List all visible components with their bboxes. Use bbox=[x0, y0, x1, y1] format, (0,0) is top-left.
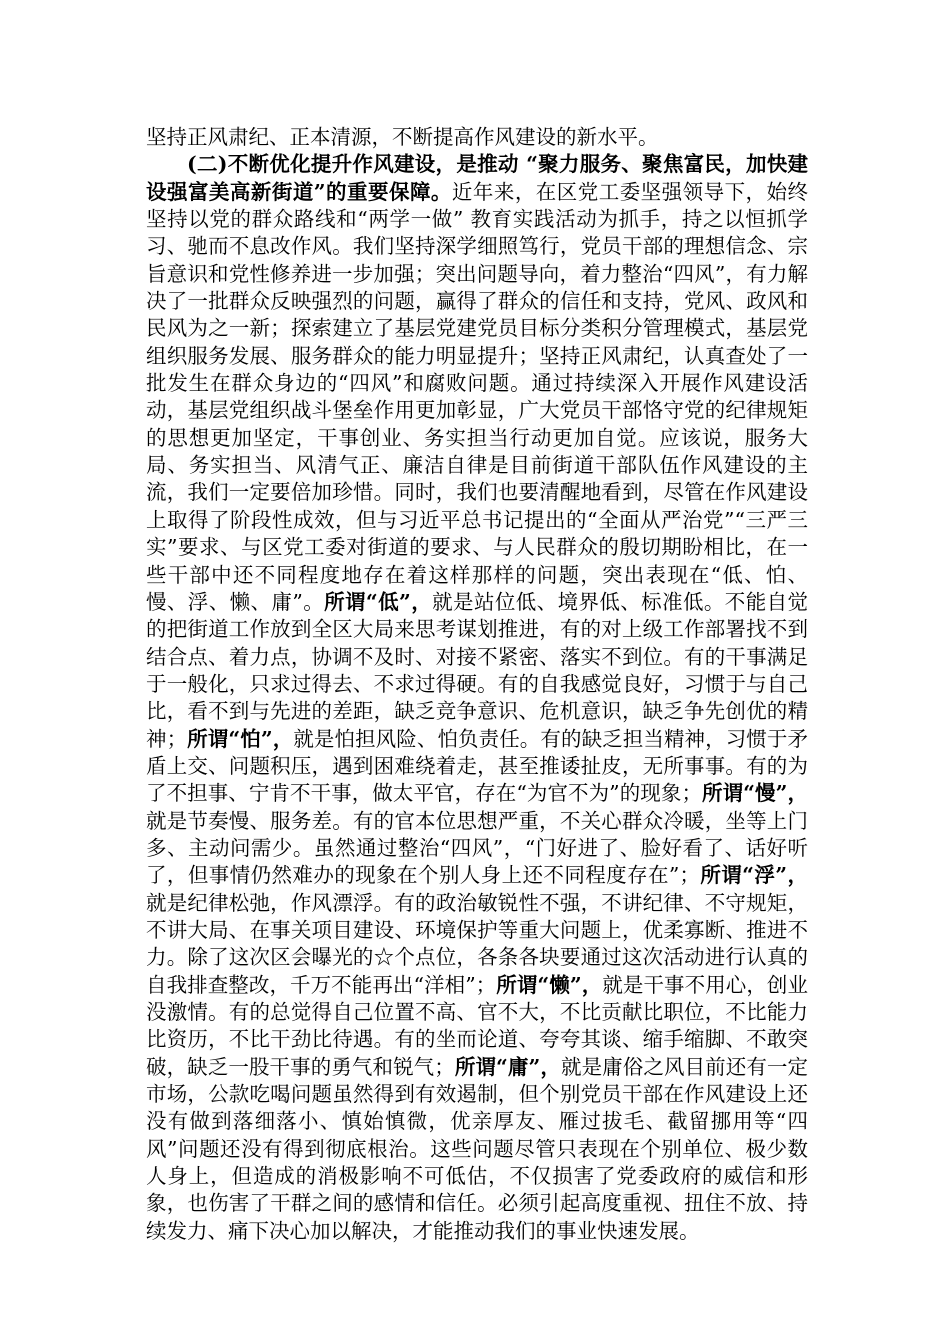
paragraph-1: 坚持正风肃纪、正本清源，不断提高作风建设的新水平。 bbox=[146, 125, 659, 149]
text-span: 就是站位低、境界低、标准低。不能自觉的把街道工作放到全区大局来思考谋划推进，有的对上级工作部署找不到结合点、着力点，协调不及时、对接不紧密、落实不到位。有的干事满足于一般化，只求过得去、不求过得硬。有的自我感觉良好，习惯于与自己比，看不到与先进的差距，缺乏竞争意识、危机意识，缺乏争先创优的精神； bbox=[146, 589, 809, 751]
text-span: 就是庸俗之风目前还有一定市场，公款吃喝问题虽然得到有效遏制，但个别党员干部在作风建设上还没有做到落细落小、慎始慎微，优亲厚友、雁过拔毛、截留挪用等“四风”问题还没有得到彻底根治。这些问题尽管只表现在个别单位、极少数人身上，但造成的消极影响不可低估，不仅损害了党委政府的威信和形象，也伤害了干群之间的感情和信任。必须引起高度重视、扭住不放、持续发力、痛下决心加以解决，才能推动我们的事业快速发展。 bbox=[146, 1054, 808, 1243]
text-span: 就是怕担风险、怕负责任。有的缺乏担当精神，习惯于矛盾上交、问题积压，遇到困难绕着走，甚至推诿扯皮，无所事事。有的为了不担事、宁肯不干事，做太平官，存在“为官不为”的现象； bbox=[146, 726, 808, 806]
bold-term-float: 所谓“浮”， bbox=[699, 863, 808, 888]
bold-term-slow: 所谓“慢”， bbox=[701, 781, 808, 806]
paragraph-2 bbox=[146, 151, 808, 1245]
bold-term-fear: 所谓“怕”， bbox=[187, 726, 294, 751]
text-span: 就是节奏慢、服务差。有的官本位思想严重，不关心群众冷暖，坐等上门多、主动问需少。虽然通过整治“四风”，“门好进了、脸好看了、话好听了，但事情仍然难办的现象在个别人身上还不同程度存在”； bbox=[146, 808, 808, 888]
section-heading: (二)不断优化提升作风建设，是推动 “聚力服务、聚焦富民，加快建设强富美高新街道”的重要保障。 bbox=[146, 152, 808, 204]
bold-term-mediocre: 所谓“庸”， bbox=[454, 1054, 561, 1079]
text-span: 就是干事不用心，创业没激情。有的总觉得自己位置不高、官不大，不比贡献比职位，不比能力比资历，不比干劲比待遇。有的坐而论道、夸夸其谈、缩手缩脚、不敢突破，缺乏一股干事的勇气和锐气； bbox=[146, 972, 808, 1079]
text-span: 就是纪律松弛，作风漂浮。有的政治敏锐性不强，不讲纪律、不守规矩，不讲大局、在事关项目建设、环境保护等重大问题上，优柔寡断、推进不力。除了这次区会曝光的☆个点位，各条各块要通过这次活动进行认真的自我排查整改，千万不能再出“洋相”； bbox=[146, 890, 808, 997]
text-span: 近年来，在区党工委坚强领导下，始终坚持以党的群众路线和“两学一做” 教育实践活动为抓手，持之以恒抓学习、驰而不息改作风。我们坚持深学细照笃行，党员干部的理想信念、宗旨意识和党性修养进一步加强；突出问题导向，着力整治“四风”，有力解决了一批群众反映强烈的问题，赢得了群众的信任和支持，党风、政风和民风为之一新；探索建立了基层党建党员目标分类积分管理模式，基层党组织服务发展、服务群众的能力明显提升；坚持正风肃纪，认真查处了一批发生在群众身边的“四风”和腐败问题。通过持续深入开展作风建设活动，基层党组织战斗堡垒作用更加彰显，广大党员干部恪守党的纪律规矩的思想更加坚定，干事创业、务实担当行动更加自觉。应该说，服务大局、务实担当、风清气正、廉洁自律是目前街道干部队伍作风建设的主流，我们一定要倍加珍惜。同时，我们也要清醒地看到，尽管在作风建设上取得了阶段性成效，但与习近平总书记提出的“全面从严治党”“三严三实”要求、与区党工委对街道的要求、与人民群众的殷切期盼相比，在一些干部中还不同程度地存在着这样那样的问题，突出表现在“低、怕、慢、浮、懒、庸”。 bbox=[146, 179, 808, 614]
document-body bbox=[146, 124, 808, 1245]
bold-term-low: 所谓“低”， bbox=[324, 589, 433, 614]
bold-term-lazy: 所谓“懒”， bbox=[496, 972, 603, 997]
